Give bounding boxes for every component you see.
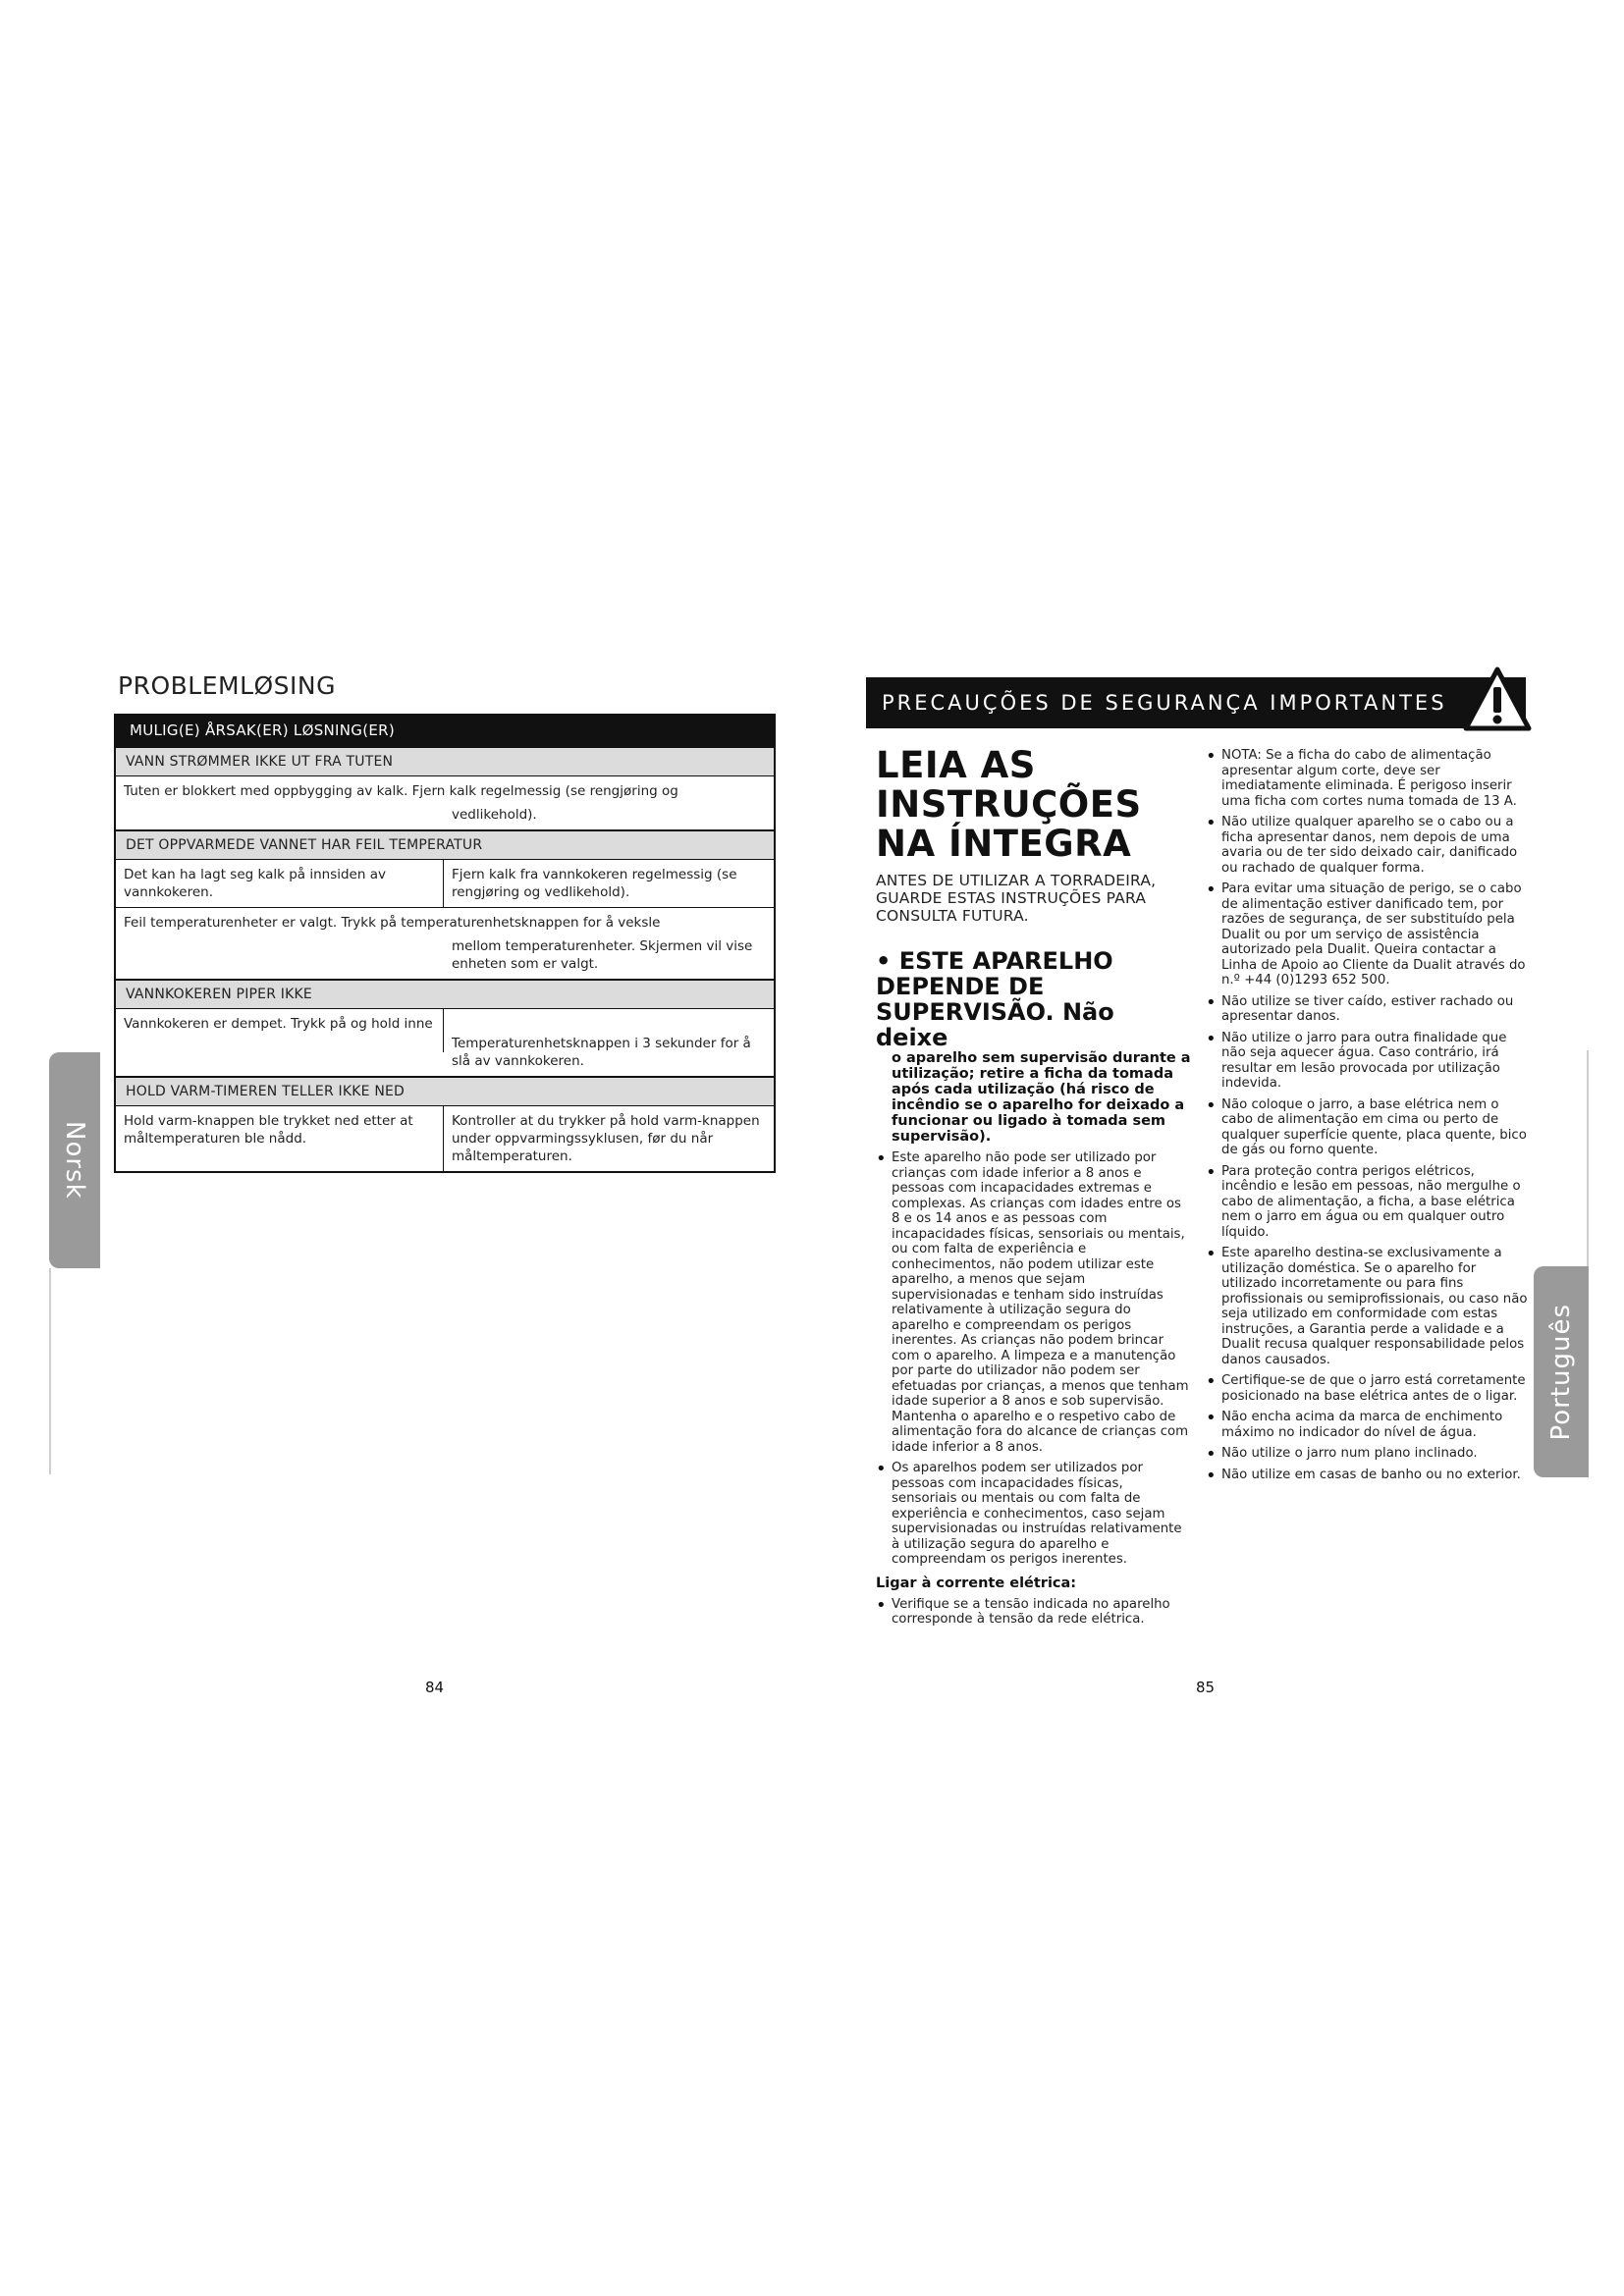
table-row xyxy=(116,775,774,806)
list-item-text: NOTA: Se a ficha do cabo de alimentação apresentar algum corte, deve ser imediatamente eliminada. É perigoso inserir uma ficha com cortes numa tomada de 13 A. xyxy=(1221,748,1517,809)
list-item xyxy=(1206,1444,1528,1465)
table-section-title: VANN STRØMMER IKKE UT FRA TUTEN xyxy=(116,746,774,775)
page-title: PROBLEMLØSING xyxy=(118,671,336,700)
table-section-title: VANNKOKEREN PIPER IKKE xyxy=(116,979,774,1008)
cause-cell: Tuten er blokkert med oppbygging av kalk. Fjern kalk regelmessig (se rengjøring og xyxy=(124,783,678,799)
list-item xyxy=(1206,815,1528,876)
list-item xyxy=(1206,991,1528,1025)
bullet-dot: • xyxy=(1206,1161,1217,1183)
list-item xyxy=(1206,1161,1528,1241)
safety-column-right xyxy=(1206,746,1528,1486)
lead-warning-heading: • ESTE APARELHO DEPENDE DE SUPERVISÃO. Não deixe xyxy=(876,947,1114,1051)
page-number: 85 xyxy=(1196,1679,1216,1696)
bullet-dot: • xyxy=(1206,880,1217,900)
safety-banner: PRECAUÇÕES DE SEGURANÇA IMPORTANTES xyxy=(866,677,1526,728)
page-number: 84 xyxy=(425,1679,445,1696)
safety-column-left xyxy=(876,746,1192,1628)
troubleshooting-table xyxy=(114,714,776,1173)
list-item xyxy=(1206,1028,1528,1092)
bullet-dot: • xyxy=(1206,1444,1217,1465)
list-item xyxy=(1206,1246,1528,1367)
solution-cell: mellom temperaturenheter. Skjermen vil vise enheten som er valgt. xyxy=(452,938,753,972)
list-item xyxy=(1206,1097,1528,1158)
list-item xyxy=(876,1461,1192,1568)
language-tab-portugues xyxy=(1534,1266,1589,1477)
bullet-dot: • xyxy=(876,1594,887,1616)
lead-warning-body: o aparelho sem supervisão durante a utilização; retire a ficha da tomada após cada utilização (há risco de incêndio se o aparelho for deixado a funcionar ou ligado à tomada sem supervisão). xyxy=(892,1050,1191,1145)
bullet-dot: • xyxy=(1206,1465,1217,1486)
solution-cell: vedlikehold). xyxy=(452,807,537,823)
list-item xyxy=(1206,748,1528,809)
table-section-title: HOLD VARM-TIMEREN TELLER IKKE NED xyxy=(116,1076,774,1105)
list-item-text: Não utilize em casas de banho ou no exterior. xyxy=(1221,1467,1521,1482)
list-item-text: Não utilize qualquer aparelho se o cabo ou a ficha apresentar danos, nem depois de uma avaria ou de ter sido deixado cair, danificado ou rachado de qualquer forma. xyxy=(1221,815,1518,876)
intro-text: ANTES DE UTILIZAR A TORRADEIRA, GUARDE ESTAS INSTRUÇÕES PARA CONSULTA FUTURA. xyxy=(876,872,1157,925)
table-row xyxy=(116,907,774,937)
page-edge-line xyxy=(49,1268,51,1474)
list-item-text: Verifique se a tensão indicada no aparelho corresponde à tensão da rede elétrica. xyxy=(892,1596,1170,1627)
list-item-text: Este aparelho destina-se exclusivamente a utilização doméstica. Se o aparelho for utilizado incorretamente ou para fins profissionais ou semiprofissionais, ou caso não seja utilizado em conformidade com estas instruções, a Garantia perde a validade e a Dualit recusa qualquer responsabilidade pelos danos causados. xyxy=(1221,1246,1528,1367)
list-item xyxy=(1206,1410,1528,1440)
language-tab-norsk xyxy=(49,1052,100,1268)
bullet-dot: • xyxy=(1206,1408,1217,1428)
list-item-text: Não utilize o jarro para outra finalidade que não seja aquecer água. Caso contrário, irá resultar em lesão provocada por utilização indevida. xyxy=(1221,1030,1507,1091)
list-item xyxy=(876,1594,1192,1628)
bullet-dot: • xyxy=(1206,991,1217,1013)
language-tab-label: Norsk xyxy=(60,1121,89,1200)
list-item-text: Este aparelho não pode ser utilizado por crianças com idade inferior a 8 anos e pessoas com incapacidades extremas e complexas. As crianças com idades entre os 8 e os 14 anos e as pessoas com incapacidades físicas, sensoriais ou mentais, ou com falta de experiência e conhecimentos, não podem utilizar este aparelho, a menos que sejam supervisionadas e tenham sido instruídas relativamente à utilização segura do aparelho e compreendam os perigos inerentes. As crianças não podem brincar com o aparelho. A limpeza e a manutenção por parte do utilizador não podem ser efetuadas por crianças, a menos que tenham idade superior a 8 anos e sob supervisão. Mantenha o aparelho e o respetivo cabo de alimentação fora do alcance de crianças com idade inferior a 8 anos. xyxy=(892,1150,1189,1455)
bullet-dot: • xyxy=(1206,1371,1217,1392)
list-item-text: Não utilize o jarro num plano inclinado. xyxy=(1221,1446,1478,1461)
table-header: MULIG(E) ÅRSAK(ER) LØSNING(ER) xyxy=(116,716,774,746)
list-item xyxy=(1206,1465,1528,1486)
bullet-dot: • xyxy=(876,1459,887,1479)
solution-cell: Fjern kalk fra vannkokeren regelmessig (se rengjøring og vedlikehold). xyxy=(452,867,737,900)
table-row xyxy=(116,806,774,829)
table-row xyxy=(116,937,774,979)
lead-warning xyxy=(876,948,1192,1145)
list-item-text: Para evitar uma situação de perigo, se o cabo de alimentação estiver danificado tem, por razões de segurança, de ser substituído pela Dualit ou por um serviço de assistência autorizado pela Dualit. Queira contactar a Linha de Apoio ao Cliente da Dualit através do n.º +44 (0)1293 652 500. xyxy=(1221,881,1526,988)
electrical-heading: Ligar à corrente elétrica: xyxy=(876,1575,1077,1591)
cause-cell-empty xyxy=(116,806,444,829)
bullet-dot: • xyxy=(1206,1095,1217,1116)
cause-cell-empty xyxy=(116,937,444,979)
list-item xyxy=(1206,881,1528,988)
bullet-dot: • xyxy=(1206,746,1217,767)
solution-cell: Temperaturenhetsknappen i 3 sekunder for å slå av vannkokeren. xyxy=(452,1036,751,1069)
cause-cell: Feil temperaturenheter er valgt. Trykk på temperaturenhetsknappen for å veksle xyxy=(124,915,661,931)
headline-line: NA ÍNTEGRA xyxy=(876,823,1132,865)
bullet-dot: • xyxy=(1206,813,1217,833)
list-item-text: Não encha acima da marca de enchimento máximo no indicador do nível de água. xyxy=(1221,1410,1503,1440)
list-item xyxy=(876,1150,1192,1455)
list-item-text: Certifique-se de que o jarro está corretamente posicionado na base elétrica antes de o ligar. xyxy=(1221,1373,1526,1404)
headline-line: INSTRUÇÕES xyxy=(876,783,1142,826)
bullet-dot: • xyxy=(1206,1244,1217,1264)
table-row xyxy=(116,1008,774,1076)
bullet-dot: • xyxy=(1206,1028,1217,1049)
cause-cell: Vannkokeren er dempet. Trykk på og hold inne xyxy=(116,1009,444,1052)
cause-cell: Det kan ha lagt seg kalk på innsiden av vannkokeren. xyxy=(116,860,444,907)
warning-triangle-icon xyxy=(1463,666,1532,734)
table-section-title: DET OPPVARMEDE VANNET HAR FEIL TEMPERATUR xyxy=(116,829,774,859)
list-item-text: Não coloque o jarro, a base elétrica nem o cabo de alimentação em cima ou perto de qualquer superfície quente, placa quente, bico de gás ou forno quente. xyxy=(1221,1096,1527,1157)
list-item-text: Não utilize se tiver caído, estiver rachado ou apresentar danos. xyxy=(1221,993,1514,1024)
solution-cell: Kontroller at du trykker på hold varm-knappen under oppvarmingssyklusen, før du når måltemperaturen. xyxy=(452,1113,760,1164)
list-item xyxy=(1206,1373,1528,1404)
lead-warning-heading-text: ESTE APARELHO DEPENDE DE SUPERVISÃO. Não deixe xyxy=(876,947,1114,1051)
list-item-text: Os aparelhos podem ser utilizados por pessoas com incapacidades físicas, sensoriais ou mentais ou com falta de experiência e conhecimentos, caso sejam supervisionadas ou instruídas relativamente à utilização segura do aparelho e compreendam os perigos inerentes. xyxy=(892,1461,1182,1567)
table-row xyxy=(116,1105,774,1171)
list-item-text: Para proteção contra perigos elétricos, incêndio e lesão em pessoas, não mergulhe o cabo de alimentação, a ficha, a base elétrica nem o jarro em água ou em qualquer outro líquido. xyxy=(1221,1163,1521,1240)
cause-cell: Hold varm-knappen ble trykket ned etter at måltemperaturen ble nådd. xyxy=(116,1106,444,1171)
table-row xyxy=(116,859,774,907)
bullet-dot: • xyxy=(876,1148,887,1169)
page-edge-line xyxy=(1587,1050,1589,1266)
language-tab-label: Português xyxy=(1546,1303,1576,1441)
headline-line: LEIA AS xyxy=(876,744,1036,786)
